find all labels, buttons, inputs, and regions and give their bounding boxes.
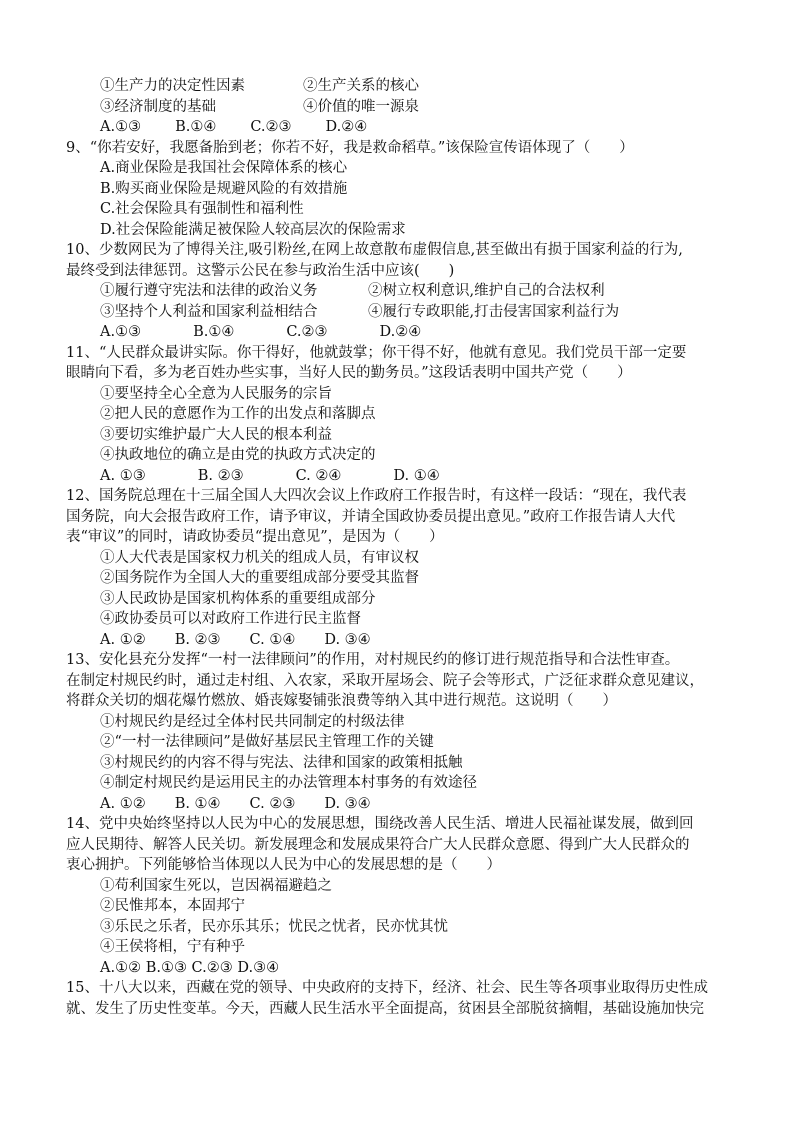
q8-options — [66, 117, 756, 138]
q13-item: ①村规民约是经过全体村民共同制定的村级法律 — [100, 713, 405, 730]
q10-option: D.②④ — [379, 324, 422, 340]
q12-stem: 12、国务院总理在十三届全国人大四次会议上作政府工作报告时，有这样一段话：“现在，我代表 — [66, 488, 687, 504]
q12-item: ③人民政协是国家机构体系的重要组成部分 — [100, 590, 376, 607]
q14-options: A.①② B.①③ C.②③ D.③④ — [100, 959, 280, 976]
q10-option: A.①③ — [100, 324, 142, 340]
q14-stem: 14、党中央始终坚持以人民为中心的发展思想，围绕改善人民生活、增进人民福祉谋发展，做到回 — [66, 816, 694, 832]
q10-item: ①履行遵守宪法和法律的政治义务 — [100, 283, 318, 299]
q12-options: A. ①② B. ②③ C. ①④ D. ③④ — [100, 631, 371, 648]
q10-option: C.②③ — [286, 324, 328, 340]
q12-item: ②国务院作为全国人大的重要组成部分要受其监督 — [100, 570, 419, 586]
q8-item: ④价值的唯一源泉 — [303, 98, 419, 115]
q10-item: ③坚持个人利益和国家利益相结合 — [100, 303, 318, 320]
q11-option: B. ②③ — [197, 467, 244, 484]
q13-options: A. ①② B. ①④ C. ②③ D. ③④ — [100, 795, 371, 812]
q8-items-row1 — [66, 76, 756, 97]
q14-item: ③乐民之乐者，民亦乐其乐；忧民之忧者，民亦忧其忧 — [100, 918, 448, 935]
q14-item: ②民惟邦本，本固邦宁 — [100, 898, 245, 914]
q10-item: ②树立权利意识,维护自己的合法权利 — [368, 283, 605, 299]
q12-stem: 国务院，向大会报告政府工作，请予审议，并请全国政协委员提出意见。”政府工作报告请人大代 — [66, 508, 676, 525]
q14-item: ④王侯将相，宁有种乎 — [100, 939, 245, 955]
q9-option: B.购买商业保险是规避风险的有效措施 — [100, 180, 348, 197]
q10-option: B.①④ — [193, 324, 235, 340]
q11-options — [66, 466, 756, 487]
q12-item: ④政协委员可以对政府工作进行民主监督 — [100, 611, 361, 627]
q8-item: ①生产力的决定性因素 — [100, 78, 245, 94]
q11-stem: 眼睛向下看，多为老百姓办些实事，当好人民的勤务员。”这段话表明中国共产党（ ） — [66, 365, 632, 381]
q11-item: ④执政地位的确立是由党的执政方式决定的 — [100, 447, 376, 463]
q11-item: ③要切实维护最广大人民的根本利益 — [100, 426, 332, 443]
q10-stem: 10、少数网民为了博得关注,吸引粉丝,在网上故意散布虚假信息,甚至做出有损于国家利益的行为, — [66, 242, 683, 258]
q9-option: A.商业保险是我国社会保障体系的核心 — [100, 160, 348, 176]
q13-stem: 在制定村规民约时，通过走村组、入农家，采取开屋场会、院子会等形式，广泛征求群众意见建议， — [66, 672, 704, 689]
q11-option: C. ②④ — [295, 467, 342, 484]
q11-option: A. ①③ — [100, 467, 146, 484]
q10-items-row1 — [66, 281, 756, 302]
q9-stem: 9、“你若安好，我愿备胎到老；你若不好，我是救命稻草。”该保险宣传语体现了（ ） — [66, 139, 634, 156]
q13-item: ④制定村规民约是运用民主的办法管理本村事务的有效途径 — [100, 775, 477, 791]
q14-stem: 衷心拥护。下列能够恰当体现以人民为中心的发展思想的是（ ） — [66, 857, 501, 873]
q14-item: ①苟利国家生死以，岂因祸福避趋之 — [100, 877, 332, 894]
q14-stem: 应人民期待、解答人民关切。新发展理念和发展成果符合广大人民群众意愿、得到广大人民群众的 — [66, 836, 690, 853]
q13-item: ②“一村一法律顾问”是做好基层民主管理工作的关键 — [100, 734, 434, 750]
q11-item: ①要坚持全心全意为人民服务的宗旨 — [100, 385, 332, 402]
q9-option: C.社会保险具有强制性和福利性 — [100, 201, 304, 217]
q8-option: C.②③ — [250, 119, 292, 135]
q8-item: ②生产关系的核心 — [303, 78, 419, 94]
q11-option: D. ①④ — [393, 467, 440, 484]
q8-option: D.②④ — [325, 119, 368, 135]
q10-items-row2 — [66, 302, 756, 323]
q8-items-row2 — [66, 97, 756, 118]
q8-item: ③经济制度的基础 — [100, 98, 216, 115]
q8-option: B.①④ — [175, 119, 217, 135]
q9-option: D.社会保险能满足被保险人较高层次的保险需求 — [100, 221, 406, 238]
q11-stem: 11、“人民群众最讲实际。你干得好，他就鼓掌；你干得不好，他就有意见。我们党员干部一定要 — [66, 344, 687, 361]
q8-option: A.①③ — [100, 119, 142, 135]
q13-item: ③村规民约的内容不得与宪法、法律和国家的政策相抵触 — [100, 754, 463, 771]
page-content — [66, 76, 756, 1019]
q15-stem: 就、发生了历史性变革。今天，西藏人民生活水平全面提高，贫困县全部脱贫摘帽，基础设施加快完 — [66, 1000, 704, 1017]
q11-item: ②把人民的意愿作为工作的出发点和落脚点 — [100, 406, 376, 422]
q12-item: ①人大代表是国家权力机关的组成人员，有审议权 — [100, 549, 419, 566]
q13-stem: 将群众关切的烟花爆竹燃放、婚丧嫁娶铺张浪费等纳入其中进行规范。这说明（ ） — [66, 693, 617, 709]
q10-options — [66, 322, 756, 343]
q12-stem: 表“审议”的同时，请政协委员“提出意见”，是因为（ ） — [66, 529, 444, 545]
q15-stem: 15、十八大以来，西藏在党的领导、中央政府的支持下，经济、社会、民生等各项事业取得历史性成 — [66, 980, 708, 996]
q10-stem: 最终受到法律惩罚。这警示公民在参与政治生活中应该( ) — [66, 262, 455, 279]
q10-item: ④履行专政职能,打击侵害国家利益行为 — [368, 303, 620, 320]
q13-stem: 13、安化县充分发挥“一村一法律顾问”的作用，对村规民约的修订进行规范指导和合法性审查。 — [66, 652, 680, 668]
